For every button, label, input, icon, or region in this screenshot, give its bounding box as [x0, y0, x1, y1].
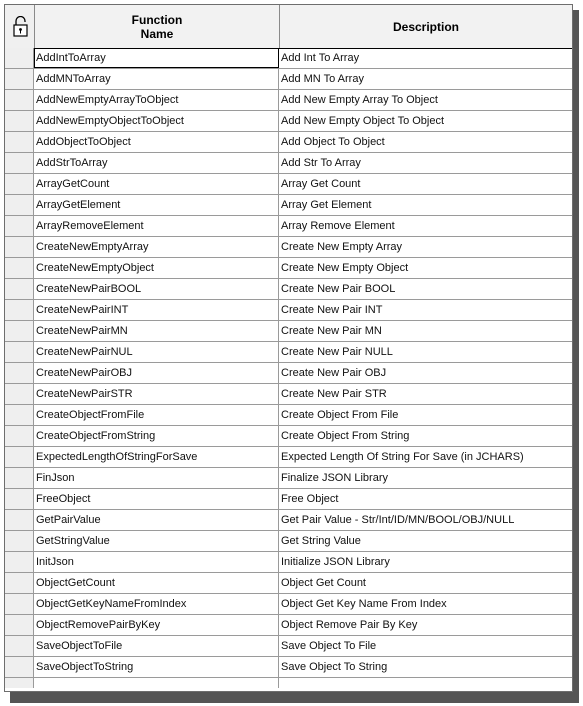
table-row[interactable] [5, 237, 572, 258]
description-cell[interactable]: Array Get Element [281, 199, 372, 211]
record-selector[interactable] [5, 489, 34, 509]
function-name-cell[interactable]: AddNewEmptyObjectToObject [34, 111, 279, 131]
description-cell[interactable]: Add New Empty Object To Object [281, 115, 445, 127]
description-cell[interactable]: Object Get Count [281, 577, 366, 589]
function-name-cell[interactable]: ObjectRemovePairByKey [34, 615, 279, 635]
table-row[interactable] [5, 384, 572, 405]
function-name-cell[interactable]: ArrayGetCount [34, 174, 279, 194]
function-name-cell[interactable]: ObjectGetKeyNameFromIndex [34, 594, 279, 614]
table-row[interactable] [5, 342, 572, 363]
record-selector-header[interactable] [5, 5, 35, 48]
table-row[interactable] [5, 279, 572, 300]
description-cell[interactable]: Create New Empty Object [281, 262, 409, 274]
function-name-cell[interactable]: ArrayRemoveElement [34, 216, 279, 236]
record-selector[interactable] [5, 111, 34, 131]
table-row[interactable] [5, 174, 572, 195]
description-cell[interactable]: Create New Pair OBJ [281, 367, 387, 379]
description-cell[interactable]: Object Remove Pair By Key [281, 619, 418, 631]
table-row[interactable] [5, 636, 572, 657]
record-selector[interactable] [5, 132, 34, 152]
table-row[interactable] [5, 48, 572, 69]
function-name-cell[interactable]: CreateObjectFromString [34, 426, 279, 446]
record-selector[interactable] [5, 195, 34, 215]
record-selector[interactable] [5, 657, 34, 677]
table-row[interactable] [5, 468, 572, 489]
table-row[interactable] [5, 195, 572, 216]
record-selector[interactable] [5, 552, 34, 572]
description-cell[interactable]: Add New Empty Array To Object [281, 94, 438, 106]
record-selector[interactable] [5, 405, 34, 425]
description-cell[interactable]: Object Get Key Name From Index [281, 598, 447, 610]
table-row[interactable] [5, 531, 572, 552]
function-name-cell[interactable]: AddStrToArray [34, 153, 279, 173]
function-name-cell[interactable]: InitJson [34, 552, 279, 572]
description-cell[interactable]: Initialize JSON Library [281, 556, 390, 568]
description-cell[interactable]: Create New Empty Array [281, 241, 403, 253]
table-row[interactable] [5, 405, 572, 426]
function-name-cell[interactable]: ExpectedLengthOfStringForSave [34, 447, 279, 467]
table-row[interactable] [5, 300, 572, 321]
record-selector[interactable] [5, 384, 34, 404]
table-row[interactable] [5, 69, 572, 90]
record-selector[interactable] [5, 237, 34, 257]
description-cell[interactable] [279, 678, 572, 688]
table-row[interactable] [5, 426, 572, 447]
description-cell[interactable]: Create New Pair MN [281, 325, 382, 337]
table-row[interactable] [5, 111, 572, 132]
description-cell[interactable]: Add Int To Array [281, 52, 360, 64]
table-row[interactable] [5, 258, 572, 279]
new-record-row[interactable] [5, 678, 572, 688]
record-selector[interactable] [5, 153, 34, 173]
table-row[interactable] [5, 321, 572, 342]
function-name-cell[interactable]: ObjectGetCount [34, 573, 279, 593]
function-name-cell[interactable]: CreateNewPairMN [34, 321, 279, 341]
table-row[interactable] [5, 657, 572, 678]
description-cell[interactable]: Free Object [281, 493, 339, 505]
description-cell[interactable]: Add Str To Array [281, 157, 361, 169]
description-cell[interactable]: Create New Pair STR [281, 388, 387, 400]
table-row[interactable] [5, 447, 572, 468]
table-row[interactable] [5, 90, 572, 111]
function-name-cell[interactable]: CreateNewEmptyObject [34, 258, 279, 278]
table-row[interactable] [5, 615, 572, 636]
function-name-cell[interactable]: SaveObjectToString [34, 657, 279, 677]
function-name-cell[interactable]: GetStringValue [34, 531, 279, 551]
function-name-cell[interactable]: AddIntToArray [34, 48, 279, 68]
function-table [4, 4, 573, 692]
record-selector[interactable] [5, 468, 34, 488]
record-selector[interactable] [5, 573, 34, 593]
record-selector[interactable] [5, 615, 34, 635]
function-name-cell[interactable]: CreateNewPairSTR [34, 384, 279, 404]
description-cell[interactable]: Create Object From File [281, 409, 399, 421]
record-selector[interactable] [5, 90, 34, 110]
record-selector[interactable] [5, 258, 34, 278]
function-name-cell[interactable]: CreateNewPairINT [34, 300, 279, 320]
description-cell[interactable]: Array Get Count [281, 178, 361, 190]
function-name-cell[interactable]: GetPairValue [34, 510, 279, 530]
record-selector[interactable] [5, 279, 34, 299]
description-cell[interactable]: Get Pair Value - Str/Int/ID/MN/BOOL/OBJ/NULL [281, 514, 515, 526]
description-cell[interactable]: Finalize JSON Library [281, 472, 388, 484]
function-name-cell[interactable]: AddNewEmptyArrayToObject [34, 90, 279, 110]
function-name-cell[interactable]: FreeObject [34, 489, 279, 509]
record-selector[interactable] [5, 636, 34, 656]
description-cell[interactable]: Add Object To Object [281, 136, 385, 148]
description-cell[interactable]: Create New Pair NULL [281, 346, 393, 358]
description-cell[interactable]: Add MN To Array [281, 73, 364, 85]
record-selector[interactable] [5, 216, 34, 236]
table-row[interactable] [5, 153, 572, 174]
table-row[interactable] [5, 216, 572, 237]
function-name-cell[interactable]: ArrayGetElement [34, 195, 279, 215]
function-name-cell[interactable]: CreateNewPairBOOL [34, 279, 279, 299]
table-row[interactable] [5, 594, 572, 615]
description-cell[interactable]: Save Object To String [281, 661, 388, 673]
function-name-cell[interactable]: AddObjectToObject [34, 132, 279, 152]
table-row[interactable] [5, 573, 572, 594]
record-selector[interactable] [5, 531, 34, 551]
function-name-cell[interactable]: CreateObjectFromFile [34, 405, 279, 425]
table-header [5, 5, 572, 49]
table-row[interactable] [5, 510, 572, 531]
function-name-cell[interactable] [34, 678, 279, 688]
table-row[interactable] [5, 363, 572, 384]
table-row[interactable] [5, 552, 572, 573]
record-selector[interactable] [5, 69, 34, 89]
record-selector[interactable] [5, 300, 34, 320]
record-selector[interactable] [5, 426, 34, 446]
column-header-function-name[interactable]: Function Name [35, 5, 280, 48]
unlock-icon [12, 16, 29, 37]
record-selector[interactable] [5, 594, 34, 614]
description-cell[interactable]: Save Object To File [281, 640, 377, 652]
column-header-description[interactable]: Description [392, 19, 459, 34]
description-cell[interactable]: Expected Length Of String For Save (in JCHARS) [281, 451, 524, 463]
record-selector[interactable] [5, 48, 34, 68]
function-name-cell[interactable]: AddMNToArray [34, 69, 279, 89]
description-cell[interactable]: Create New Pair INT [281, 304, 383, 316]
record-selector[interactable] [5, 510, 34, 530]
function-name-cell[interactable]: CreateNewPairNUL [34, 342, 279, 362]
record-selector[interactable] [5, 174, 34, 194]
table-row[interactable] [5, 489, 572, 510]
description-cell[interactable]: Create New Pair BOOL [281, 283, 396, 295]
function-name-cell[interactable]: SaveObjectToFile [34, 636, 279, 656]
description-cell[interactable]: Create Object From String [281, 430, 410, 442]
record-selector[interactable] [5, 363, 34, 383]
function-name-cell[interactable]: CreateNewPairOBJ [34, 363, 279, 383]
record-selector[interactable] [5, 447, 34, 467]
record-selector[interactable] [5, 342, 34, 362]
description-cell[interactable]: Get String Value [281, 535, 361, 547]
record-selector[interactable] [5, 678, 34, 688]
function-name-cell[interactable]: CreateNewEmptyArray [34, 237, 279, 257]
table-row[interactable] [5, 132, 572, 153]
table-body [5, 48, 572, 688]
record-selector[interactable] [5, 321, 34, 341]
description-cell[interactable]: Array Remove Element [281, 220, 395, 232]
function-name-cell[interactable]: FinJson [34, 468, 279, 488]
